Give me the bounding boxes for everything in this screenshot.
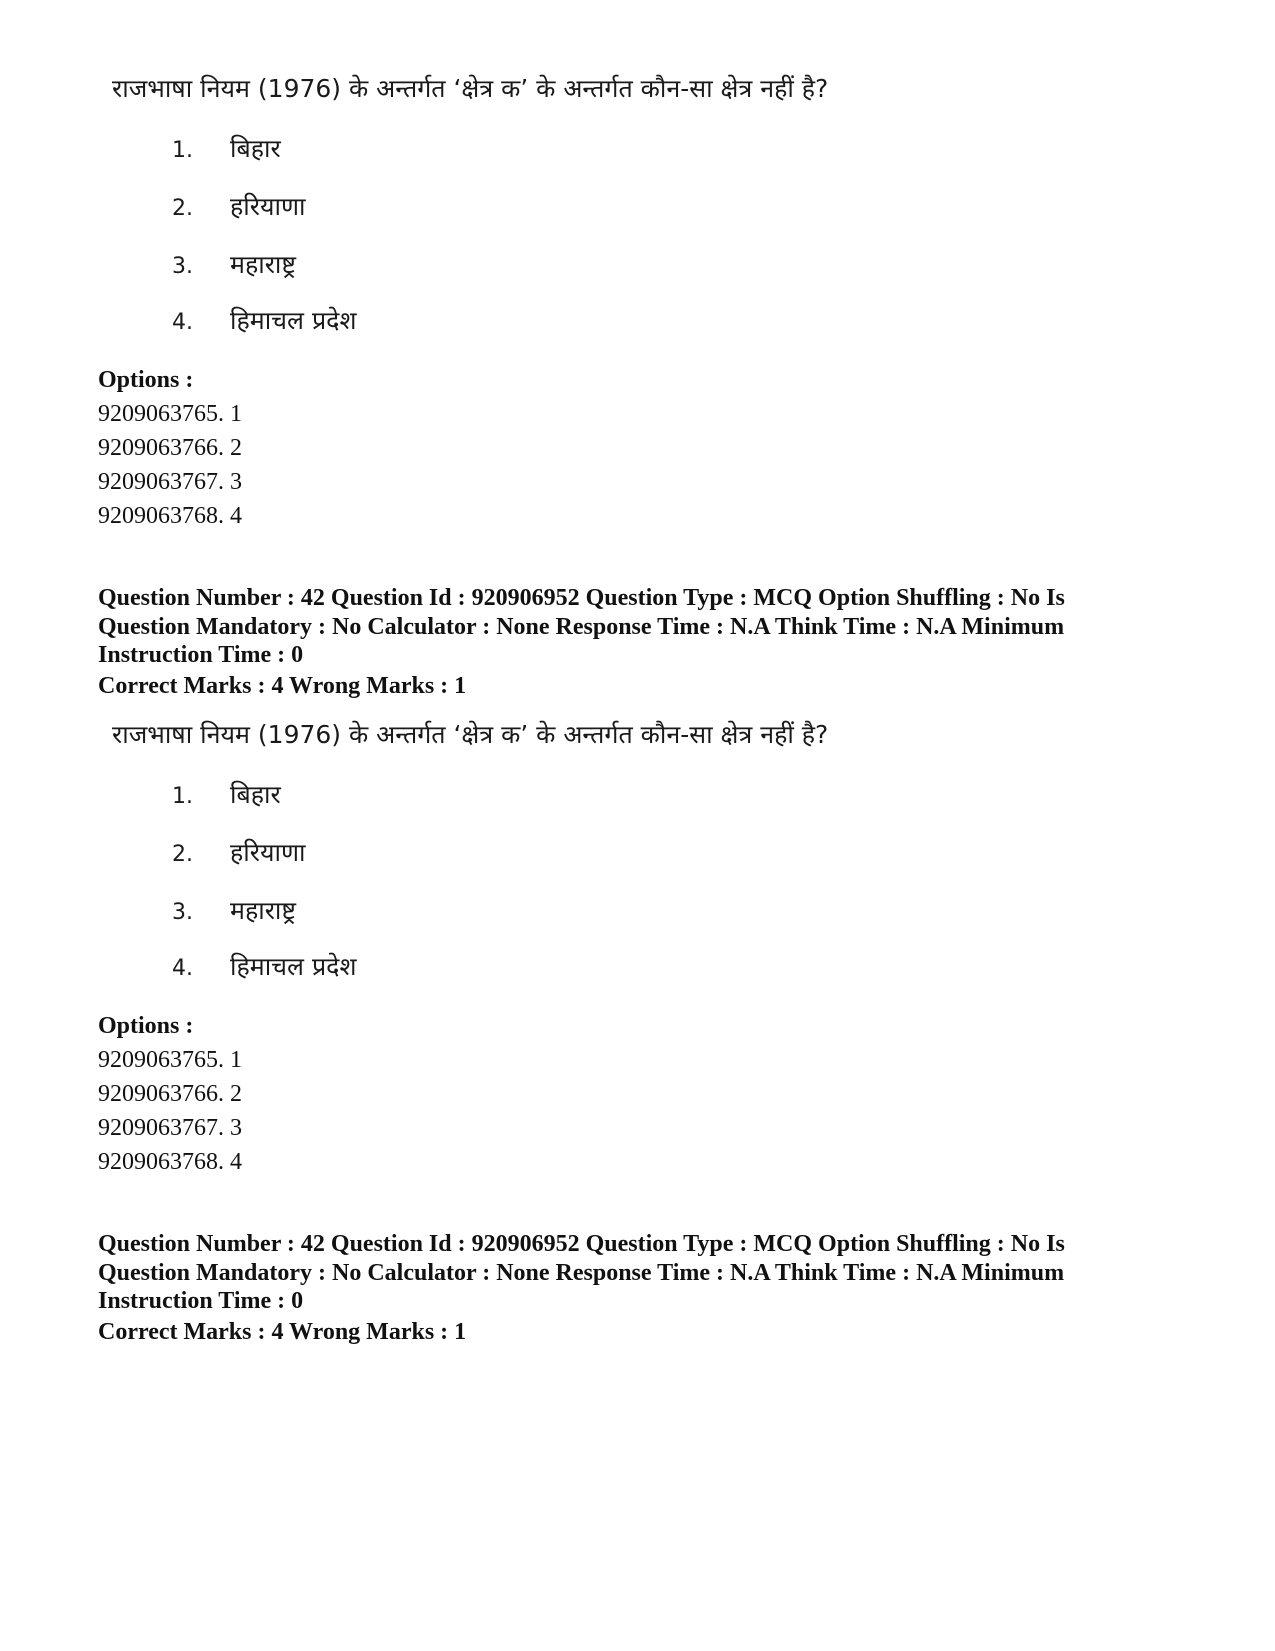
option-id-line: 9209063766. 2: [98, 435, 242, 461]
choice-text: हिमाचल प्रदेश: [230, 952, 357, 981]
option-id-line: 9209063767. 3: [98, 1115, 242, 1141]
question-text: राजभाषा नियम (1976) के अन्तर्गत ‘क्षेत्र क’ के अन्तर्गत कौन-सा क्षेत्र नहीं है?: [112, 74, 829, 103]
choice-text: हरियाणा: [230, 192, 306, 221]
choice-number: 4.: [172, 956, 193, 981]
marks-line: Correct Marks : 4 Wrong Marks : 1: [98, 1319, 467, 1345]
option-id-line: 9209063766. 2: [98, 1081, 242, 1107]
choice-text: बिहार: [230, 134, 281, 163]
option-id-line: 9209063765. 1: [98, 401, 242, 427]
choice-number: 4.: [172, 310, 193, 335]
choice-text: महाराष्ट्र: [230, 250, 297, 279]
choice-text: हिमाचल प्रदेश: [230, 306, 357, 335]
marks-line: Correct Marks : 4 Wrong Marks : 1: [98, 673, 467, 699]
choice-text: बिहार: [230, 780, 281, 809]
choice-number: 3.: [172, 254, 193, 279]
choice-text: महाराष्ट्र: [230, 896, 297, 925]
choice-number: 3.: [172, 900, 193, 925]
question-metadata: [98, 584, 1178, 670]
choice-number: 2.: [172, 196, 193, 221]
metadata-line: Question Mandatory : No Calculator : None Response Time : N.A Think Time : N.A Minimum: [98, 1259, 1065, 1286]
option-id-line: 9209063768. 4: [98, 503, 242, 529]
option-id-line: 9209063767. 3: [98, 469, 242, 495]
options-heading: Options :: [98, 367, 194, 393]
choice-number: 1.: [172, 138, 193, 163]
metadata-line: Question Number : 42 Question Id : 920906952 Question Type : MCQ Option Shuffling : No Is: [98, 585, 1065, 611]
metadata-line: Question Mandatory : No Calculator : None Response Time : N.A Think Time : N.A Minimum: [98, 613, 1065, 640]
option-id-line: 9209063765. 1: [98, 1047, 242, 1073]
choice-text: हरियाणा: [230, 838, 306, 867]
question-metadata: [98, 1230, 1178, 1316]
metadata-line: Question Number : 42 Question Id : 920906952 Question Type : MCQ Option Shuffling : No Is: [98, 1231, 1065, 1257]
question-text: राजभाषा नियम (1976) के अन्तर्गत ‘क्षेत्र क’ के अन्तर्गत कौन-सा क्षेत्र नहीं है?: [112, 720, 829, 749]
choice-number: 2.: [172, 842, 193, 867]
options-heading: Options :: [98, 1013, 194, 1039]
metadata-line: Instruction Time : 0: [98, 1288, 304, 1314]
option-id-line: 9209063768. 4: [98, 1149, 242, 1175]
choice-number: 1.: [172, 784, 193, 809]
metadata-line: Instruction Time : 0: [98, 642, 304, 668]
